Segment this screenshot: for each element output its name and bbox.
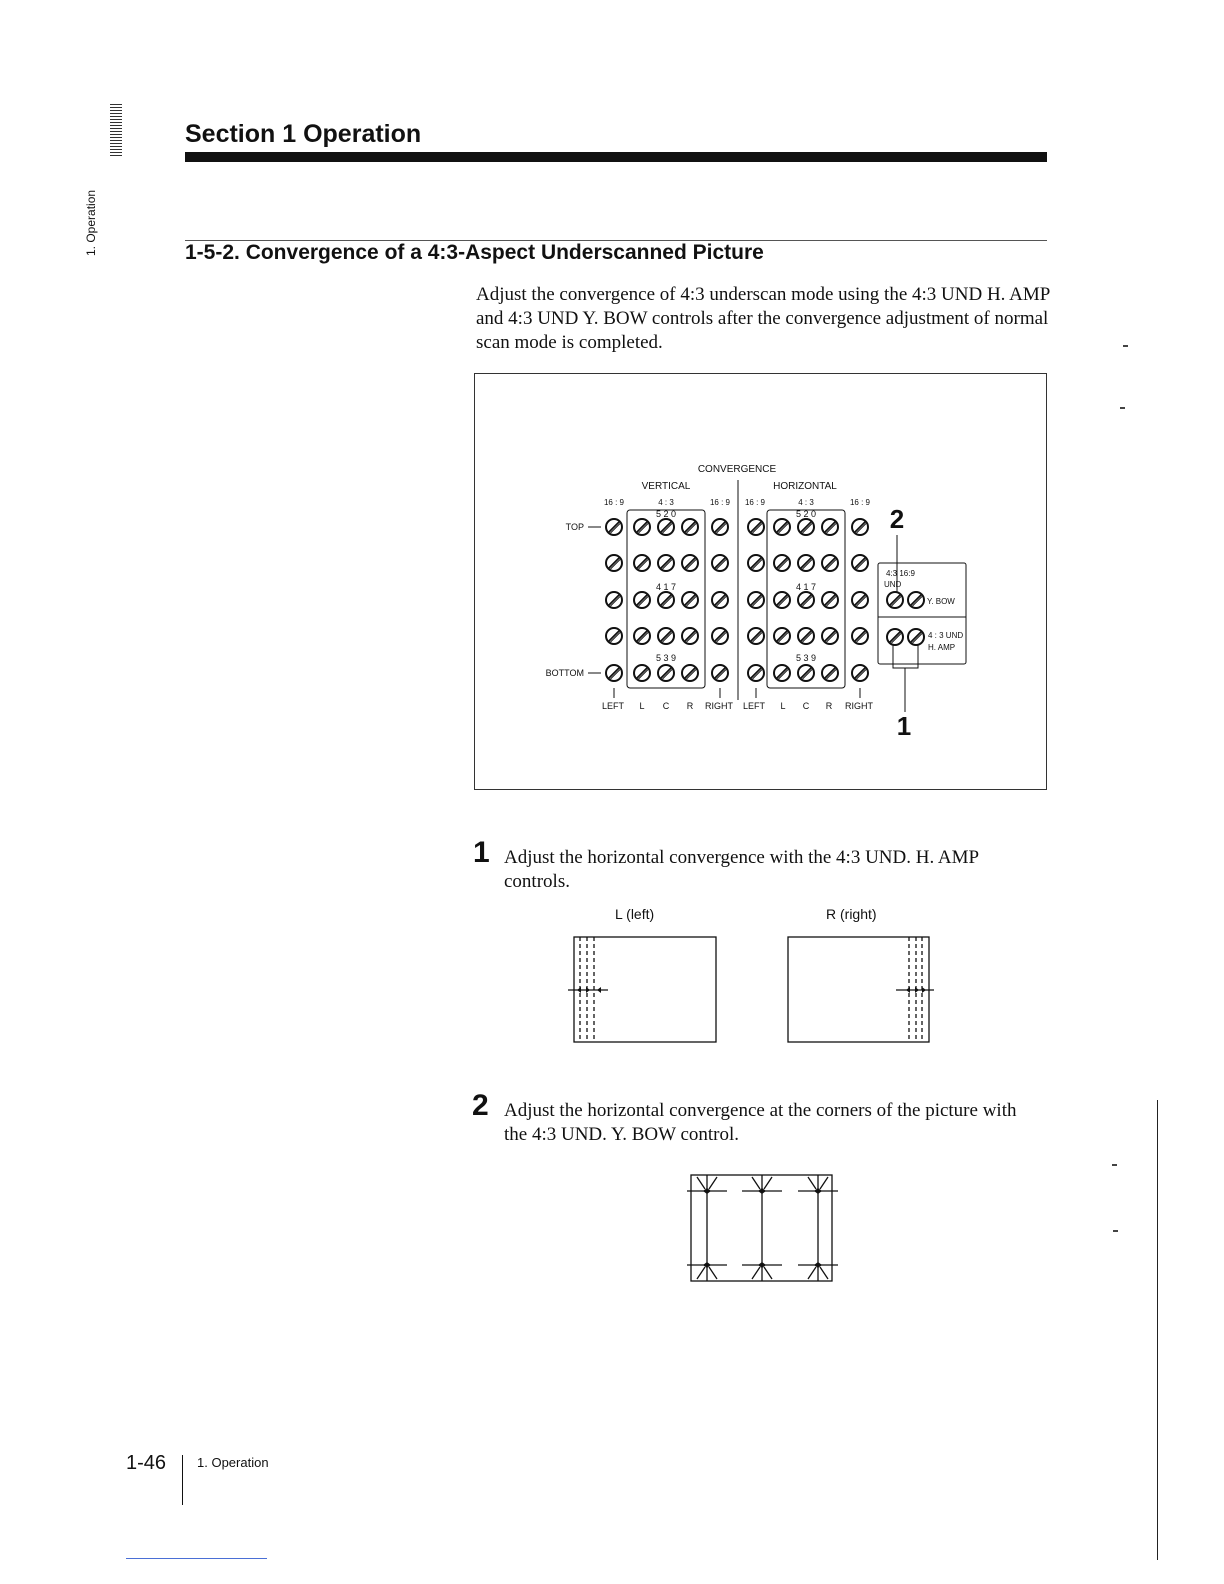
page-number: 1-46	[126, 1452, 167, 1474]
side-ratio-label: 4:3 16:9	[886, 569, 915, 578]
scan-edge-line	[1157, 1100, 1158, 1560]
bottom-label-c-2: C	[802, 701, 810, 711]
footer-underline	[126, 1558, 267, 1559]
step-2-text: Adjust the horizontal convergence at the corners of the picture with the 4:3 UND. Y. BOW control.	[504, 1100, 1017, 1145]
horizontal-label: HORIZONTAL	[773, 481, 837, 492]
knob-grid	[606, 519, 924, 681]
left-diagram-label: L (left)	[615, 906, 655, 922]
scan-speck	[1113, 1230, 1118, 1232]
h-row-numbers-mid: 4 1 7	[795, 582, 817, 592]
convergence-panel-diagram	[474, 373, 1046, 789]
bottom-label-l: L	[639, 701, 645, 711]
und43-label: 4 : 3 UND	[928, 631, 964, 640]
callout-1: 1	[896, 711, 912, 741]
ybow-label: Y. BOW	[927, 597, 955, 606]
h-ratio-169-left: 16 : 9	[744, 498, 766, 507]
bottom-label: BOTTOM	[545, 668, 584, 678]
bottom-label-right-2: RIGHT	[845, 701, 873, 711]
v-row-numbers-top: 5 2 0	[655, 509, 677, 519]
scan-speck	[1112, 1164, 1117, 1166]
step-1-number: 1	[473, 836, 490, 869]
right-diagram-label: R (right)	[826, 906, 877, 922]
hamp-diagrams	[566, 930, 938, 1048]
bottom-label-c: C	[662, 701, 670, 711]
step-2-number: 2	[472, 1089, 489, 1122]
subheading: 1-5-2. Convergence of a 4:3-Aspect Underscanned Picture	[185, 241, 764, 264]
hamp-label: H. AMP	[928, 643, 956, 652]
side-tab	[84, 178, 98, 258]
side-tab-marker	[110, 104, 122, 158]
side-tab-label: 1. Operation	[84, 189, 98, 256]
h-ratio-43: 4 : 3	[798, 498, 814, 507]
und-label: UND	[884, 580, 902, 589]
bottom-label-left: LEFT	[601, 701, 625, 711]
intro-paragraph: Adjust the convergence of 4:3 underscan mode using the 4:3 UND H. AMP and 4:3 UND Y. BOW controls after the convergence adjustment of normal scan mode is completed.	[476, 284, 1050, 353]
bottom-label-right: RIGHT	[705, 701, 733, 711]
bottom-label-left-2: LEFT	[742, 701, 766, 711]
scan-speck	[1120, 407, 1125, 409]
panel-title: CONVERGENCE	[697, 464, 777, 475]
step-1-text: Adjust the horizontal convergence with the 4:3 UND. H. AMP controls.	[504, 847, 979, 892]
v-row-numbers-bottom: 5 3 9	[655, 653, 677, 663]
footer-divider	[182, 1455, 183, 1505]
callout-2: 2	[889, 504, 905, 534]
bottom-label-r: R	[686, 701, 694, 711]
section-rule	[185, 152, 1047, 162]
v-row-numbers-mid: 4 1 7	[655, 582, 677, 592]
h-row-numbers-bottom: 5 3 9	[795, 653, 817, 663]
ybow-diagram	[684, 1168, 844, 1288]
section-title: Section 1 Operation	[185, 120, 422, 148]
v-ratio-169-left: 16 : 9	[603, 498, 625, 507]
v-ratio-169-right: 16 : 9	[709, 498, 731, 507]
h-row-numbers-top: 5 2 0	[795, 509, 817, 519]
h-ratio-169-right: 16 : 9	[849, 498, 871, 507]
bottom-label-r-2: R	[825, 701, 833, 711]
footer-section-label: 1. Operation	[197, 1455, 269, 1470]
bottom-label-l-2: L	[780, 701, 786, 711]
vertical-label: VERTICAL	[641, 481, 691, 492]
top-label: TOP	[565, 522, 584, 532]
v-ratio-43: 4 : 3	[658, 498, 674, 507]
scan-speck	[1123, 345, 1128, 347]
